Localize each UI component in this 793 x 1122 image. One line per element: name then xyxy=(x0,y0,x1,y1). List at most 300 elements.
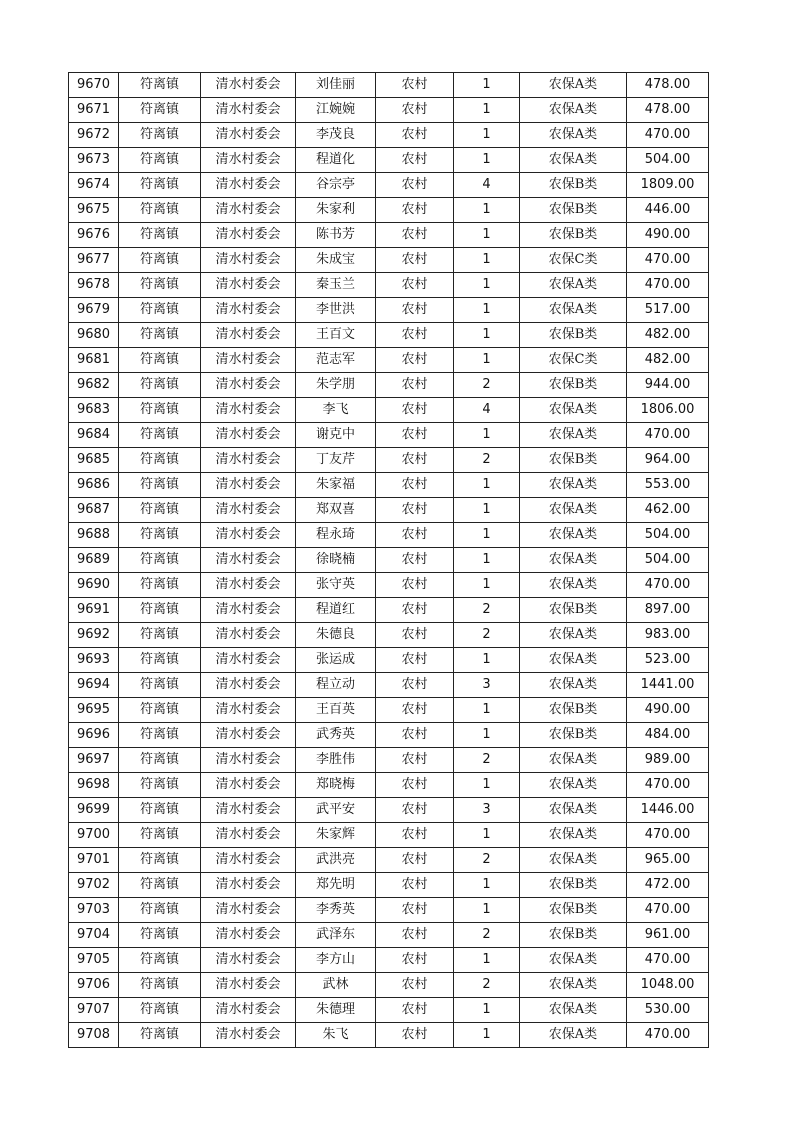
amount-cell: 470.00 xyxy=(627,898,709,923)
table-row xyxy=(69,773,709,798)
table-row xyxy=(69,373,709,398)
insurance-category-cell: 农保B类 xyxy=(520,598,627,623)
town-cell: 符离镇 xyxy=(119,573,201,598)
household-count-cell: 2 xyxy=(454,848,520,873)
record-number: 9684 xyxy=(69,423,119,448)
area-type-cell: 农村 xyxy=(376,698,454,723)
village-committee-cell: 清水村委会 xyxy=(201,748,296,773)
amount-cell: 470.00 xyxy=(627,1023,709,1048)
record-number: 9698 xyxy=(69,773,119,798)
household-count-cell: 1 xyxy=(454,123,520,148)
village-committee-cell: 清水村委会 xyxy=(201,973,296,998)
name-cell: 张运成 xyxy=(296,648,376,673)
area-type-cell: 农村 xyxy=(376,773,454,798)
insurance-category-cell: 农保A类 xyxy=(520,423,627,448)
amount-cell: 530.00 xyxy=(627,998,709,1023)
area-type-cell: 农村 xyxy=(376,298,454,323)
town-cell: 符离镇 xyxy=(119,923,201,948)
table-row xyxy=(69,598,709,623)
amount-cell: 1446.00 xyxy=(627,798,709,823)
area-type-cell: 农村 xyxy=(376,398,454,423)
amount-cell: 472.00 xyxy=(627,873,709,898)
town-cell: 符离镇 xyxy=(119,998,201,1023)
record-number: 9693 xyxy=(69,648,119,673)
name-cell: 程道化 xyxy=(296,148,376,173)
area-type-cell: 农村 xyxy=(376,948,454,973)
area-type-cell: 农村 xyxy=(376,348,454,373)
insurance-category-cell: 农保A类 xyxy=(520,973,627,998)
village-committee-cell: 清水村委会 xyxy=(201,698,296,723)
insurance-category-cell: 农保C类 xyxy=(520,248,627,273)
town-cell: 符离镇 xyxy=(119,773,201,798)
insurance-category-cell: 农保A类 xyxy=(520,798,627,823)
name-cell: 朱家利 xyxy=(296,198,376,223)
household-count-cell: 1 xyxy=(454,773,520,798)
insurance-category-cell: 农保B类 xyxy=(520,173,627,198)
town-cell: 符离镇 xyxy=(119,323,201,348)
household-count-cell: 2 xyxy=(454,623,520,648)
area-type-cell: 农村 xyxy=(376,173,454,198)
amount-cell: 553.00 xyxy=(627,473,709,498)
area-type-cell: 农村 xyxy=(376,523,454,548)
town-cell: 符离镇 xyxy=(119,348,201,373)
name-cell: 朱德理 xyxy=(296,998,376,1023)
town-cell: 符离镇 xyxy=(119,548,201,573)
record-number: 9696 xyxy=(69,723,119,748)
area-type-cell: 农村 xyxy=(376,923,454,948)
town-cell: 符离镇 xyxy=(119,648,201,673)
amount-cell: 470.00 xyxy=(627,823,709,848)
area-type-cell: 农村 xyxy=(376,598,454,623)
name-cell: 朱成宝 xyxy=(296,248,376,273)
amount-cell: 490.00 xyxy=(627,223,709,248)
household-count-cell: 1 xyxy=(454,1023,520,1048)
name-cell: 江婉婉 xyxy=(296,98,376,123)
area-type-cell: 农村 xyxy=(376,373,454,398)
record-number: 9695 xyxy=(69,698,119,723)
village-committee-cell: 清水村委会 xyxy=(201,598,296,623)
town-cell: 符离镇 xyxy=(119,223,201,248)
record-number: 9703 xyxy=(69,898,119,923)
household-count-cell: 1 xyxy=(454,248,520,273)
village-committee-cell: 清水村委会 xyxy=(201,373,296,398)
record-number: 9681 xyxy=(69,348,119,373)
village-committee-cell: 清水村委会 xyxy=(201,823,296,848)
amount-cell: 1809.00 xyxy=(627,173,709,198)
household-count-cell: 1 xyxy=(454,823,520,848)
insurance-category-cell: 农保A类 xyxy=(520,498,627,523)
amount-cell: 478.00 xyxy=(627,73,709,98)
insurance-category-cell: 农保A类 xyxy=(520,473,627,498)
town-cell: 符离镇 xyxy=(119,373,201,398)
area-type-cell: 农村 xyxy=(376,123,454,148)
name-cell: 程道红 xyxy=(296,598,376,623)
amount-cell: 961.00 xyxy=(627,923,709,948)
village-committee-cell: 清水村委会 xyxy=(201,98,296,123)
name-cell: 朱飞 xyxy=(296,1023,376,1048)
insurance-category-cell: 农保C类 xyxy=(520,348,627,373)
name-cell: 王百英 xyxy=(296,698,376,723)
insurance-category-cell: 农保A类 xyxy=(520,148,627,173)
amount-cell: 965.00 xyxy=(627,848,709,873)
insurance-category-cell: 农保B类 xyxy=(520,723,627,748)
insurance-category-cell: 农保A类 xyxy=(520,123,627,148)
record-number: 9691 xyxy=(69,598,119,623)
table-row xyxy=(69,873,709,898)
household-count-cell: 4 xyxy=(454,398,520,423)
area-type-cell: 农村 xyxy=(376,248,454,273)
record-number: 9687 xyxy=(69,498,119,523)
amount-cell: 470.00 xyxy=(627,573,709,598)
amount-cell: 1806.00 xyxy=(627,398,709,423)
table-row xyxy=(69,123,709,148)
record-number: 9674 xyxy=(69,173,119,198)
household-count-cell: 2 xyxy=(454,373,520,398)
name-cell: 朱家福 xyxy=(296,473,376,498)
village-committee-cell: 清水村委会 xyxy=(201,148,296,173)
town-cell: 符离镇 xyxy=(119,198,201,223)
area-type-cell: 农村 xyxy=(376,798,454,823)
household-count-cell: 1 xyxy=(454,898,520,923)
name-cell: 朱家辉 xyxy=(296,823,376,848)
amount-cell: 470.00 xyxy=(627,423,709,448)
table-row xyxy=(69,248,709,273)
table-row xyxy=(69,673,709,698)
record-number: 9680 xyxy=(69,323,119,348)
area-type-cell: 农村 xyxy=(376,723,454,748)
town-cell: 符离镇 xyxy=(119,423,201,448)
name-cell: 丁友芹 xyxy=(296,448,376,473)
name-cell: 武林 xyxy=(296,973,376,998)
village-committee-cell: 清水村委会 xyxy=(201,223,296,248)
record-number: 9673 xyxy=(69,148,119,173)
record-number: 9689 xyxy=(69,548,119,573)
household-count-cell: 1 xyxy=(454,73,520,98)
village-committee-cell: 清水村委会 xyxy=(201,523,296,548)
area-type-cell: 农村 xyxy=(376,748,454,773)
town-cell: 符离镇 xyxy=(119,73,201,98)
area-type-cell: 农村 xyxy=(376,423,454,448)
insurance-category-cell: 农保B类 xyxy=(520,923,627,948)
area-type-cell: 农村 xyxy=(376,473,454,498)
table-row xyxy=(69,423,709,448)
insurance-category-cell: 农保A类 xyxy=(520,648,627,673)
table-row xyxy=(69,498,709,523)
area-type-cell: 农村 xyxy=(376,548,454,573)
village-committee-cell: 清水村委会 xyxy=(201,473,296,498)
area-type-cell: 农村 xyxy=(376,498,454,523)
table-row xyxy=(69,748,709,773)
record-number: 9685 xyxy=(69,448,119,473)
roster-table xyxy=(68,72,709,1048)
name-cell: 郑先明 xyxy=(296,873,376,898)
name-cell: 李胜伟 xyxy=(296,748,376,773)
insurance-category-cell: 农保A类 xyxy=(520,998,627,1023)
amount-cell: 523.00 xyxy=(627,648,709,673)
amount-cell: 462.00 xyxy=(627,498,709,523)
village-committee-cell: 清水村委会 xyxy=(201,273,296,298)
village-committee-cell: 清水村委会 xyxy=(201,648,296,673)
household-count-cell: 3 xyxy=(454,673,520,698)
record-number: 9672 xyxy=(69,123,119,148)
table-row xyxy=(69,198,709,223)
town-cell: 符离镇 xyxy=(119,723,201,748)
record-number: 9690 xyxy=(69,573,119,598)
name-cell: 李茂良 xyxy=(296,123,376,148)
amount-cell: 446.00 xyxy=(627,198,709,223)
town-cell: 符离镇 xyxy=(119,123,201,148)
household-count-cell: 1 xyxy=(454,298,520,323)
town-cell: 符离镇 xyxy=(119,848,201,873)
name-cell: 李方山 xyxy=(296,948,376,973)
household-count-cell: 1 xyxy=(454,948,520,973)
household-count-cell: 2 xyxy=(454,448,520,473)
household-count-cell: 1 xyxy=(454,98,520,123)
village-committee-cell: 清水村委会 xyxy=(201,448,296,473)
insurance-category-cell: 农保A类 xyxy=(520,773,627,798)
village-committee-cell: 清水村委会 xyxy=(201,348,296,373)
household-count-cell: 3 xyxy=(454,798,520,823)
village-committee-cell: 清水村委会 xyxy=(201,298,296,323)
insurance-category-cell: 农保A类 xyxy=(520,273,627,298)
village-committee-cell: 清水村委会 xyxy=(201,848,296,873)
name-cell: 陈书芳 xyxy=(296,223,376,248)
name-cell: 武泽东 xyxy=(296,923,376,948)
town-cell: 符离镇 xyxy=(119,273,201,298)
village-committee-cell: 清水村委会 xyxy=(201,623,296,648)
insurance-category-cell: 农保A类 xyxy=(520,73,627,98)
household-count-cell: 1 xyxy=(454,198,520,223)
table-row xyxy=(69,998,709,1023)
area-type-cell: 农村 xyxy=(376,998,454,1023)
town-cell: 符离镇 xyxy=(119,523,201,548)
name-cell: 谢克中 xyxy=(296,423,376,448)
name-cell: 秦玉兰 xyxy=(296,273,376,298)
table-row xyxy=(69,848,709,873)
town-cell: 符离镇 xyxy=(119,698,201,723)
village-committee-cell: 清水村委会 xyxy=(201,923,296,948)
town-cell: 符离镇 xyxy=(119,873,201,898)
record-number: 9704 xyxy=(69,923,119,948)
area-type-cell: 农村 xyxy=(376,73,454,98)
name-cell: 郑双喜 xyxy=(296,498,376,523)
record-number: 9697 xyxy=(69,748,119,773)
table-row xyxy=(69,448,709,473)
name-cell: 李世洪 xyxy=(296,298,376,323)
table-row xyxy=(69,548,709,573)
amount-cell: 1441.00 xyxy=(627,673,709,698)
town-cell: 符离镇 xyxy=(119,398,201,423)
village-committee-cell: 清水村委会 xyxy=(201,898,296,923)
amount-cell: 504.00 xyxy=(627,148,709,173)
amount-cell: 897.00 xyxy=(627,598,709,623)
roster-table-body xyxy=(69,73,709,1048)
insurance-category-cell: 农保A类 xyxy=(520,1023,627,1048)
table-row xyxy=(69,798,709,823)
record-number: 9688 xyxy=(69,523,119,548)
area-type-cell: 农村 xyxy=(376,823,454,848)
village-committee-cell: 清水村委会 xyxy=(201,1023,296,1048)
table-row xyxy=(69,273,709,298)
record-number: 9679 xyxy=(69,298,119,323)
town-cell: 符离镇 xyxy=(119,298,201,323)
name-cell: 谷宗亭 xyxy=(296,173,376,198)
town-cell: 符离镇 xyxy=(119,173,201,198)
town-cell: 符离镇 xyxy=(119,148,201,173)
insurance-category-cell: 农保B类 xyxy=(520,448,627,473)
insurance-category-cell: 农保A类 xyxy=(520,548,627,573)
insurance-category-cell: 农保A类 xyxy=(520,298,627,323)
table-row xyxy=(69,398,709,423)
name-cell: 朱学朋 xyxy=(296,373,376,398)
insurance-category-cell: 农保A类 xyxy=(520,623,627,648)
insurance-category-cell: 农保A类 xyxy=(520,673,627,698)
town-cell: 符离镇 xyxy=(119,448,201,473)
area-type-cell: 农村 xyxy=(376,1023,454,1048)
record-number: 9683 xyxy=(69,398,119,423)
amount-cell: 504.00 xyxy=(627,548,709,573)
table-row xyxy=(69,573,709,598)
insurance-category-cell: 农保B类 xyxy=(520,873,627,898)
record-number: 9686 xyxy=(69,473,119,498)
town-cell: 符离镇 xyxy=(119,748,201,773)
name-cell: 武秀英 xyxy=(296,723,376,748)
area-type-cell: 农村 xyxy=(376,848,454,873)
record-number: 9670 xyxy=(69,73,119,98)
insurance-category-cell: 农保A类 xyxy=(520,398,627,423)
name-cell: 武洪亮 xyxy=(296,848,376,873)
area-type-cell: 农村 xyxy=(376,273,454,298)
town-cell: 符离镇 xyxy=(119,248,201,273)
area-type-cell: 农村 xyxy=(376,323,454,348)
village-committee-cell: 清水村委会 xyxy=(201,398,296,423)
name-cell: 朱德良 xyxy=(296,623,376,648)
amount-cell: 983.00 xyxy=(627,623,709,648)
village-committee-cell: 清水村委会 xyxy=(201,323,296,348)
insurance-category-cell: 农保B类 xyxy=(520,223,627,248)
table-row xyxy=(69,1023,709,1048)
household-count-cell: 1 xyxy=(454,523,520,548)
area-type-cell: 农村 xyxy=(376,898,454,923)
household-count-cell: 1 xyxy=(454,998,520,1023)
insurance-category-cell: 农保A类 xyxy=(520,523,627,548)
town-cell: 符离镇 xyxy=(119,98,201,123)
area-type-cell: 农村 xyxy=(376,148,454,173)
household-count-cell: 1 xyxy=(454,423,520,448)
town-cell: 符离镇 xyxy=(119,898,201,923)
insurance-category-cell: 农保A类 xyxy=(520,823,627,848)
area-type-cell: 农村 xyxy=(376,623,454,648)
amount-cell: 470.00 xyxy=(627,248,709,273)
village-committee-cell: 清水村委会 xyxy=(201,73,296,98)
amount-cell: 964.00 xyxy=(627,448,709,473)
household-count-cell: 1 xyxy=(454,548,520,573)
record-number: 9699 xyxy=(69,798,119,823)
village-committee-cell: 清水村委会 xyxy=(201,173,296,198)
village-committee-cell: 清水村委会 xyxy=(201,198,296,223)
household-count-cell: 1 xyxy=(454,323,520,348)
table-row xyxy=(69,523,709,548)
name-cell: 程立动 xyxy=(296,673,376,698)
name-cell: 武平安 xyxy=(296,798,376,823)
record-number: 9701 xyxy=(69,848,119,873)
table-row xyxy=(69,723,709,748)
table-row xyxy=(69,698,709,723)
village-committee-cell: 清水村委会 xyxy=(201,123,296,148)
household-count-cell: 2 xyxy=(454,598,520,623)
town-cell: 符离镇 xyxy=(119,823,201,848)
insurance-category-cell: 农保B类 xyxy=(520,698,627,723)
record-number: 9708 xyxy=(69,1023,119,1048)
village-committee-cell: 清水村委会 xyxy=(201,673,296,698)
table-row xyxy=(69,623,709,648)
household-count-cell: 1 xyxy=(454,573,520,598)
record-number: 9677 xyxy=(69,248,119,273)
household-count-cell: 1 xyxy=(454,698,520,723)
table-row xyxy=(69,73,709,98)
amount-cell: 470.00 xyxy=(627,123,709,148)
amount-cell: 504.00 xyxy=(627,523,709,548)
town-cell: 符离镇 xyxy=(119,673,201,698)
name-cell: 刘佳丽 xyxy=(296,73,376,98)
household-count-cell: 1 xyxy=(454,348,520,373)
table-row xyxy=(69,323,709,348)
name-cell: 李秀英 xyxy=(296,898,376,923)
town-cell: 符离镇 xyxy=(119,948,201,973)
village-committee-cell: 清水村委会 xyxy=(201,998,296,1023)
insurance-category-cell: 农保B类 xyxy=(520,323,627,348)
household-count-cell: 4 xyxy=(454,173,520,198)
table-row xyxy=(69,348,709,373)
area-type-cell: 农村 xyxy=(376,973,454,998)
record-number: 9707 xyxy=(69,998,119,1023)
record-number: 9676 xyxy=(69,223,119,248)
amount-cell: 989.00 xyxy=(627,748,709,773)
table-row xyxy=(69,98,709,123)
household-count-cell: 2 xyxy=(454,973,520,998)
area-type-cell: 农村 xyxy=(376,198,454,223)
household-count-cell: 1 xyxy=(454,223,520,248)
record-number: 9700 xyxy=(69,823,119,848)
household-count-cell: 1 xyxy=(454,273,520,298)
town-cell: 符离镇 xyxy=(119,973,201,998)
table-row xyxy=(69,973,709,998)
table-row xyxy=(69,823,709,848)
household-count-cell: 2 xyxy=(454,923,520,948)
record-number: 9692 xyxy=(69,623,119,648)
village-committee-cell: 清水村委会 xyxy=(201,773,296,798)
household-count-cell: 2 xyxy=(454,748,520,773)
household-count-cell: 1 xyxy=(454,473,520,498)
name-cell: 王百文 xyxy=(296,323,376,348)
table-row xyxy=(69,173,709,198)
record-number: 9671 xyxy=(69,98,119,123)
town-cell: 符离镇 xyxy=(119,623,201,648)
name-cell: 郑晓梅 xyxy=(296,773,376,798)
town-cell: 符离镇 xyxy=(119,1023,201,1048)
amount-cell: 482.00 xyxy=(627,323,709,348)
table-row xyxy=(69,898,709,923)
table-row xyxy=(69,473,709,498)
name-cell: 程永琦 xyxy=(296,523,376,548)
household-count-cell: 1 xyxy=(454,148,520,173)
area-type-cell: 农村 xyxy=(376,873,454,898)
amount-cell: 484.00 xyxy=(627,723,709,748)
name-cell: 李飞 xyxy=(296,398,376,423)
town-cell: 符离镇 xyxy=(119,798,201,823)
record-number: 9705 xyxy=(69,948,119,973)
area-type-cell: 农村 xyxy=(376,673,454,698)
